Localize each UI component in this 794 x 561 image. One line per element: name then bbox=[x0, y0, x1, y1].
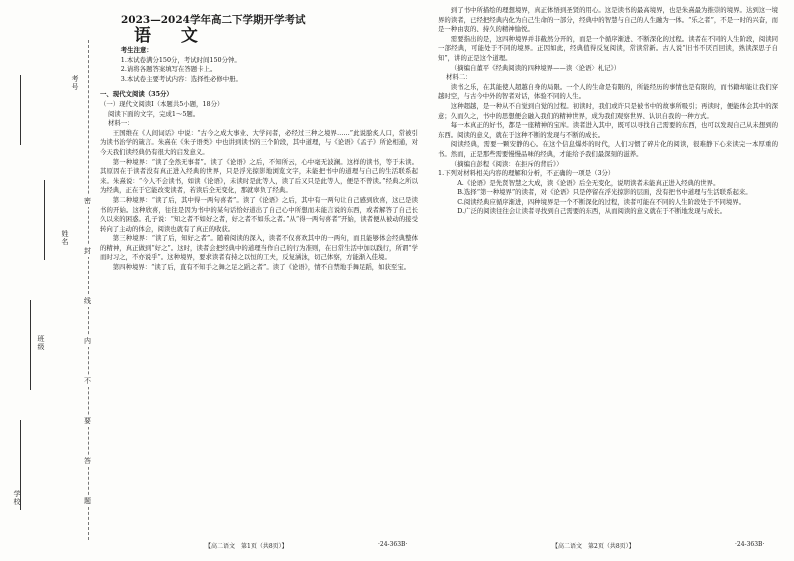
paragraph: 第三种境界：“读了后，知好之者”。随着阅读的深入，读者不仅喜欢其中的一两句，而且能够体会经典整体的精神，真正做到“好之”。这时，读者会把经典中的道理当作自己的行为准则，在日常生活中加以践行，所谓“学而时习之，不亦说乎”。这种境界，要求读者有持之以恒的工夫，反复涵泳，切己体察，方能渐入佳境。 bbox=[100, 234, 418, 262]
question-option: C.阅读经典应循序渐进，四种境界是一个不断深化的过程，读者可能在不同的人生阶段处于不同境界。 bbox=[457, 197, 746, 206]
paragraph: 王国维在《人间词话》中说：“古今之成大事业、大学问者，必经过三种之境界……”此说脍炙人口，常被引为读书治学的箴言。朱熹在《朱子语类》中也讲到读书的三个阶段，其中道理，与《论语》《孟子》所论相通，对今天我们读经典仍有很大的启发意义。 bbox=[100, 128, 418, 156]
paragraph: 读书之乐，在其能使人超越自身的局限。一个人的生命是有限的，所能经历的事情也是有限的，而书籍却能让我们穿越时空，与古今中外的智者对话，体验不同的人生。 bbox=[438, 82, 778, 101]
school-line bbox=[20, 420, 21, 510]
notice-title: 考生注意： bbox=[120, 46, 153, 54]
question-option: D.广泛的阅读往往会让读者寻找到自己需要的东西，从而阅读的意义就在于不断地发现与成长。 bbox=[457, 207, 727, 216]
paper-code: ·24-363B· bbox=[735, 541, 765, 548]
notice-item: 1.本试卷满分150分，考试时间150分钟。 bbox=[120, 55, 241, 64]
seal-char: 要 bbox=[84, 417, 91, 425]
right-column bbox=[438, 6, 778, 217]
paragraph: 第二种境界：“读了后，其中得一两句喜者”。读了《论语》之后，其中有一两句让自己感到欣喜，这已是读书的开始。这种欣喜，往往是因为书中的某句话恰好道出了自己心中所想而未能言说的东西，或者解答了自己长久以来的困惑。孔子说：“知之者不如好之者，好之者不如乐之者。”从“得一两句喜者”开始，读者便从被动的接受转向了主动的体会，阅读也就有了真正的收获。 bbox=[100, 195, 418, 233]
seal-char: 答 bbox=[84, 457, 91, 465]
paragraph: 第一种境界：“读了全然无事者”。读了《论语》之后，不知所云，心中毫无波澜。这样的读书，等于未读。其原因在于读者没有真正进入经典的世界，只是浮光掠影地浏览文字，未能把书中的道理与自己的生活联系起来。朱熹说：“今人不会读书，如读《论语》，未读时是此等人，读了后又只是此等人，便是不曾读。”经典之所以为经典，正在于它能改变读者，若读后全无变化，那就辜负了经典。 bbox=[100, 157, 418, 195]
paragraph: 需要指出的是，这四种境界并非截然分开的，而是一个循序渐进、不断深化的过程。读者在不同的人生阶段，阅读同一部经典，可能处于不同的境界。正因如此，经典值得反复阅读，常读常新。古人说“旧书不厌百回读，熟读深思子自知”，讲的正是这个道理。 bbox=[438, 34, 778, 62]
subject-title: 语 文 bbox=[134, 26, 210, 46]
exam-number-line bbox=[20, 75, 21, 145]
seal-char: 题 bbox=[84, 497, 91, 505]
notice-item: 2.请将各题答案填写在答题卡上。 bbox=[120, 65, 217, 74]
paper-code: ·24-363B· bbox=[378, 541, 408, 548]
exam-title: 2023—2024学年高二下学期开学考试 bbox=[121, 14, 306, 26]
binding-strip bbox=[0, 0, 79, 561]
paragraph: 这种超越，是一种从不自觉到自觉的过程。初读时，我们或许只是被书中的故事所吸引；再读时，便能体会其中的深意；久而久之，书中的思想便会融入我们的精神世界，成为我们观察世界、认识自我的一种方式。 bbox=[438, 101, 778, 120]
material-label: 材料一： bbox=[108, 119, 134, 128]
seal-char: 线 bbox=[84, 297, 91, 305]
left-column bbox=[100, 14, 418, 273]
section-heading: 一、现代文阅读（35分） bbox=[100, 90, 173, 99]
instruction: 阅读下面的文字，完成1～5题。 bbox=[108, 109, 200, 118]
notice-item: 3.本试卷主要考试内容：选择性必修中册。 bbox=[120, 74, 242, 83]
name-line bbox=[44, 180, 45, 260]
source-citation: （摘编自董平《经典阅读的四种境界——读〈论语〉札记》） bbox=[450, 63, 621, 72]
source-citation: （摘编自彭程《阅读：在拒斥的背后》） bbox=[450, 159, 563, 168]
question-option: B.选择“第一种境界”的读者，对《论语》只是停留在浮光掠影的层面，没有把书中道理与生活联系起来。 bbox=[457, 188, 752, 197]
seal-char: 内 bbox=[84, 337, 91, 345]
class-label: 班级 bbox=[37, 335, 45, 351]
paragraph: 每一本真正的好书，都是一座精神的宝库。读者进入其中，既可以寻找自己需要的东西，也可以发现自己从未想到的东西。阅读的意义，就在于这种不断的发现与不断的成长。 bbox=[438, 121, 778, 139]
class-line bbox=[30, 300, 31, 390]
question-stem: 1.下列对材料相关内容的理解和分析，不正确的一项是（3分） bbox=[438, 169, 615, 178]
paragraph: 阅读经典，需要一颗安静的心。在这个信息爆炸的时代，人们习惯了碎片化的阅读，很难静下心来读完一本厚重的书。然而，正是那些需要慢慢品味的经典，才能给予我们最深刻的滋养。 bbox=[438, 140, 778, 158]
material-label: 材料二： bbox=[446, 73, 472, 82]
paragraph: 第四种境界：“读了后，直有不知手之舞之足之蹈之者”。读了《论语》，情不自禁地手舞足蹈，如获至宝。 bbox=[112, 263, 411, 272]
name-label: 姓名 bbox=[61, 230, 69, 246]
school-label: 学校 bbox=[13, 490, 21, 506]
seal-char: 密 bbox=[84, 197, 91, 205]
subsection-heading: （一）现代文阅读Ⅰ（本题共5小题，18分） bbox=[100, 99, 224, 108]
exam-number-label: 考号 bbox=[71, 75, 79, 91]
paragraph: 到了书中所描绘的理想境界，真正体悟到圣贤的用心。这是读书的最高境界，也是朱熹最为推崇的境界。达到这一境界的读者，已经把经典内化为自己生命的一部分，经典中的智慧与自己的人生融为一体。“乐之者”，不是一时的兴奋，而是一种由衷的、持久的精神愉悦。 bbox=[438, 6, 778, 34]
question-option: A.《论语》是先贤智慧之大成，读《论语》后全无变化，说明读者未能真正进入经典的世界。 bbox=[457, 178, 720, 187]
seal-char: 不 bbox=[84, 377, 91, 385]
seal-char: 封 bbox=[84, 247, 91, 255]
page-footer: 【高二语文 第2页（共8页）】 bbox=[552, 543, 635, 550]
page-footer: 【高二语文 第1页（共8页）】 bbox=[205, 543, 288, 550]
